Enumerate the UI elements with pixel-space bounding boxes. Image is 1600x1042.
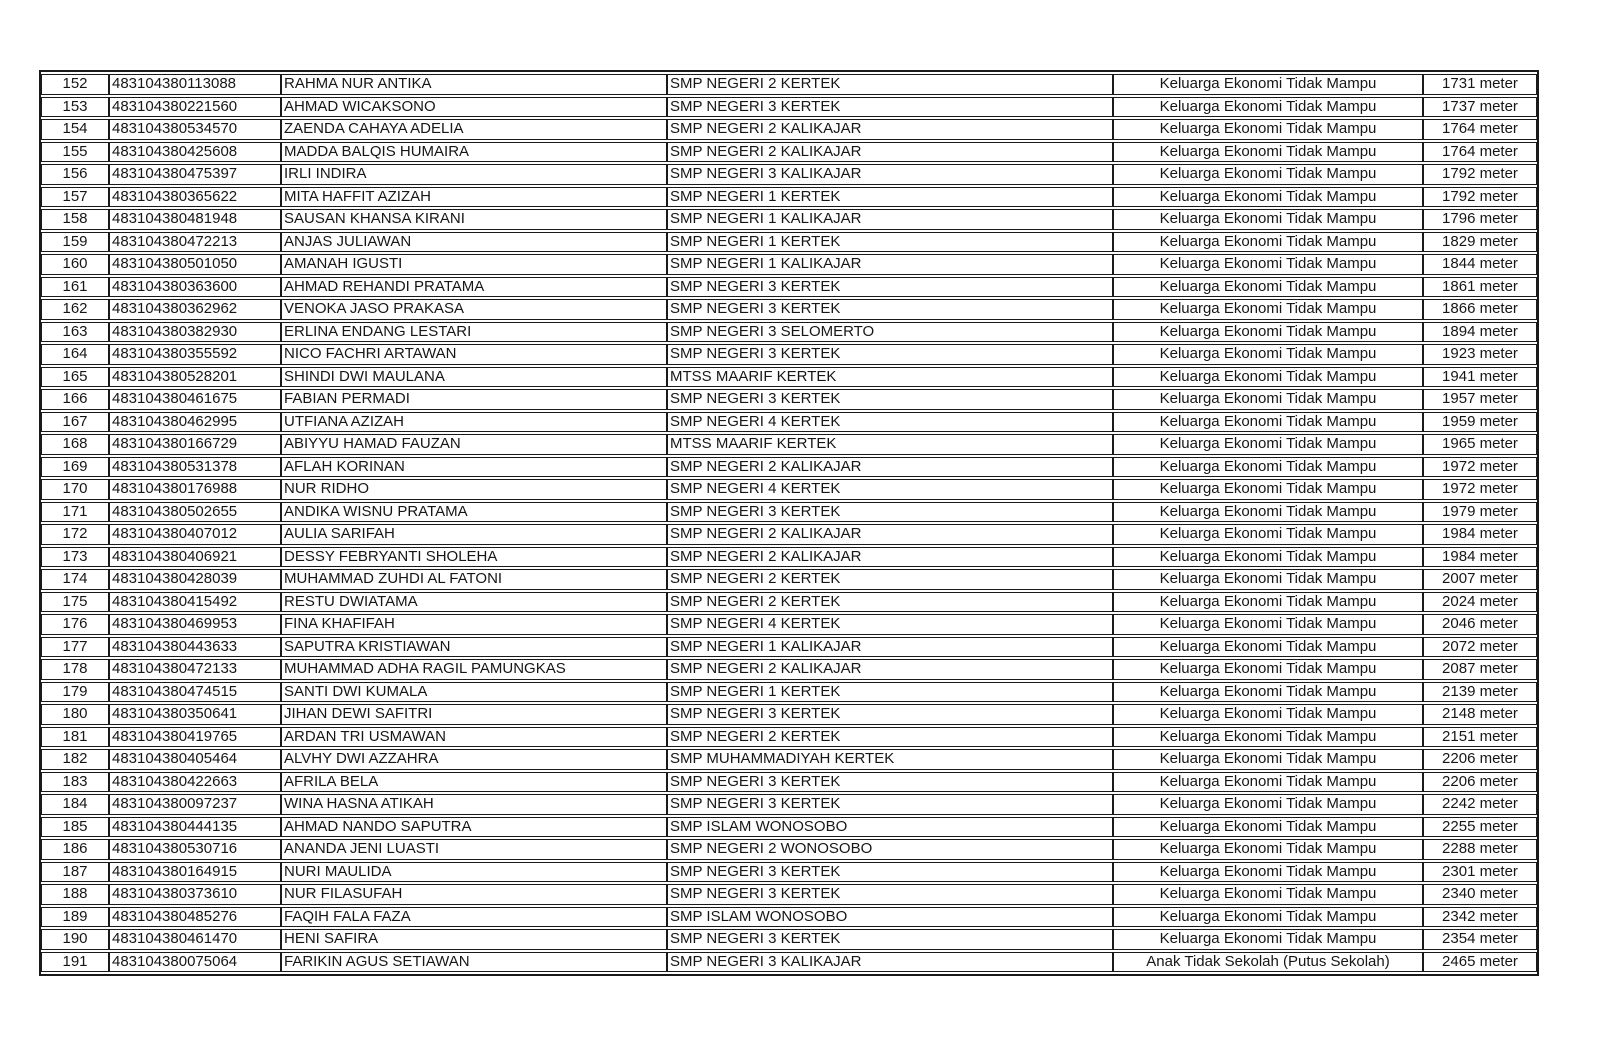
cell-status: Anak Tidak Sekolah (Putus Sekolah) [1113, 952, 1423, 973]
table-row [41, 862, 1537, 883]
cell-distance: 1764 meter [1423, 119, 1537, 140]
cell-distance: 1731 meter [1423, 74, 1537, 95]
cell-id: 483104380422663 [109, 772, 281, 793]
cell-school: SMP NEGERI 1 KALIKAJAR [667, 209, 1113, 230]
cell-name: MUHAMMAD ADHA RAGIL PAMUNGKAS [281, 659, 667, 680]
cell-no: 191 [41, 952, 109, 973]
cell-id: 483104380530716 [109, 839, 281, 860]
cell-id: 483104380075064 [109, 952, 281, 973]
cell-distance: 1959 meter [1423, 412, 1537, 433]
cell-school: SMP NEGERI 2 KALIKAJAR [667, 659, 1113, 680]
cell-status: Keluarga Ekonomi Tidak Mampu [1113, 884, 1423, 905]
cell-distance: 2301 meter [1423, 862, 1537, 883]
cell-school: SMP MUHAMMADIYAH KERTEK [667, 749, 1113, 770]
table-row [41, 637, 1537, 658]
cell-school: SMP NEGERI 2 KERTEK [667, 727, 1113, 748]
table-row [41, 547, 1537, 568]
cell-status: Keluarga Ekonomi Tidak Mampu [1113, 164, 1423, 185]
cell-id: 483104380462995 [109, 412, 281, 433]
table-row [41, 389, 1537, 410]
cell-school: SMP NEGERI 3 KALIKAJAR [667, 164, 1113, 185]
cell-no: 172 [41, 524, 109, 545]
cell-no: 188 [41, 884, 109, 905]
cell-school: SMP NEGERI 3 KERTEK [667, 277, 1113, 298]
cell-id: 483104380428039 [109, 569, 281, 590]
cell-name: WINA HASNA ATIKAH [281, 794, 667, 815]
cell-distance: 2139 meter [1423, 682, 1537, 703]
cell-status: Keluarga Ekonomi Tidak Mampu [1113, 367, 1423, 388]
cell-id: 483104380531378 [109, 457, 281, 478]
cell-status: Keluarga Ekonomi Tidak Mampu [1113, 232, 1423, 253]
cell-name: ALVHY DWI AZZAHRA [281, 749, 667, 770]
cell-distance: 1764 meter [1423, 142, 1537, 163]
cell-school: MTSS MAARIF KERTEK [667, 434, 1113, 455]
cell-status: Keluarga Ekonomi Tidak Mampu [1113, 187, 1423, 208]
cell-distance: 1984 meter [1423, 547, 1537, 568]
cell-distance: 2242 meter [1423, 794, 1537, 815]
cell-school: SMP NEGERI 1 KALIKAJAR [667, 637, 1113, 658]
cell-distance: 1792 meter [1423, 164, 1537, 185]
cell-distance: 1829 meter [1423, 232, 1537, 253]
cell-name: ANDIKA WISNU PRATAMA [281, 502, 667, 523]
cell-school: SMP NEGERI 3 KERTEK [667, 772, 1113, 793]
student-table-body [41, 74, 1537, 972]
table-row [41, 524, 1537, 545]
table-row [41, 119, 1537, 140]
cell-name: ANJAS JULIAWAN [281, 232, 667, 253]
cell-id: 483104380485276 [109, 907, 281, 928]
cell-school: SMP NEGERI 3 KERTEK [667, 502, 1113, 523]
table-row [41, 277, 1537, 298]
table-row [41, 187, 1537, 208]
cell-id: 483104380407012 [109, 524, 281, 545]
cell-school: SMP NEGERI 3 KALIKAJAR [667, 952, 1113, 973]
table-row [41, 772, 1537, 793]
table-row [41, 232, 1537, 253]
cell-no: 170 [41, 479, 109, 500]
cell-distance: 2087 meter [1423, 659, 1537, 680]
cell-no: 153 [41, 97, 109, 118]
cell-id: 483104380425608 [109, 142, 281, 163]
cell-name: SHINDI DWI MAULANA [281, 367, 667, 388]
cell-no: 185 [41, 817, 109, 838]
cell-name: RAHMA NUR ANTIKA [281, 74, 667, 95]
cell-distance: 2288 meter [1423, 839, 1537, 860]
cell-status: Keluarga Ekonomi Tidak Mampu [1113, 727, 1423, 748]
cell-status: Keluarga Ekonomi Tidak Mampu [1113, 749, 1423, 770]
cell-no: 180 [41, 704, 109, 725]
cell-no: 182 [41, 749, 109, 770]
cell-school: SMP ISLAM WONOSOBO [667, 907, 1113, 928]
cell-status: Keluarga Ekonomi Tidak Mampu [1113, 299, 1423, 320]
cell-name: FAQIH FALA FAZA [281, 907, 667, 928]
cell-school: SMP ISLAM WONOSOBO [667, 817, 1113, 838]
cell-no: 175 [41, 592, 109, 613]
cell-id: 483104380472133 [109, 659, 281, 680]
table-row [41, 142, 1537, 163]
table-row [41, 344, 1537, 365]
cell-no: 161 [41, 277, 109, 298]
cell-no: 166 [41, 389, 109, 410]
cell-name: SAPUTRA KRISTIAWAN [281, 637, 667, 658]
cell-name: MITA HAFFIT AZIZAH [281, 187, 667, 208]
cell-distance: 2354 meter [1423, 929, 1537, 950]
cell-id: 483104380502655 [109, 502, 281, 523]
cell-status: Keluarga Ekonomi Tidak Mampu [1113, 659, 1423, 680]
cell-distance: 1866 meter [1423, 299, 1537, 320]
cell-school: SMP NEGERI 3 SELOMERTO [667, 322, 1113, 343]
cell-school: SMP NEGERI 2 KALIKAJAR [667, 119, 1113, 140]
cell-id: 483104380528201 [109, 367, 281, 388]
cell-school: SMP NEGERI 2 KALIKAJAR [667, 547, 1113, 568]
cell-status: Keluarga Ekonomi Tidak Mampu [1113, 929, 1423, 950]
cell-status: Keluarga Ekonomi Tidak Mampu [1113, 344, 1423, 365]
cell-name: FINA KHAFIFAH [281, 614, 667, 635]
cell-name: MUHAMMAD ZUHDI AL FATONI [281, 569, 667, 590]
cell-distance: 1737 meter [1423, 97, 1537, 118]
cell-school: SMP NEGERI 3 KERTEK [667, 794, 1113, 815]
cell-no: 173 [41, 547, 109, 568]
cell-status: Keluarga Ekonomi Tidak Mampu [1113, 907, 1423, 928]
cell-distance: 2007 meter [1423, 569, 1537, 590]
table-row [41, 794, 1537, 815]
table-row [41, 569, 1537, 590]
cell-no: 190 [41, 929, 109, 950]
cell-status: Keluarga Ekonomi Tidak Mampu [1113, 569, 1423, 590]
cell-no: 184 [41, 794, 109, 815]
cell-name: VENOKA JASO PRAKASA [281, 299, 667, 320]
cell-name: SANTI DWI KUMALA [281, 682, 667, 703]
cell-no: 167 [41, 412, 109, 433]
cell-no: 171 [41, 502, 109, 523]
cell-id: 483104380113088 [109, 74, 281, 95]
cell-name: AHMAD REHANDI PRATAMA [281, 277, 667, 298]
table-row [41, 682, 1537, 703]
table-row [41, 74, 1537, 95]
cell-name: AULIA SARIFAH [281, 524, 667, 545]
cell-no: 177 [41, 637, 109, 658]
table-row [41, 749, 1537, 770]
cell-school: SMP NEGERI 4 KERTEK [667, 614, 1113, 635]
cell-name: IRLI INDIRA [281, 164, 667, 185]
cell-distance: 1979 meter [1423, 502, 1537, 523]
table-row [41, 209, 1537, 230]
cell-no: 158 [41, 209, 109, 230]
cell-name: ZAENDA CAHAYA ADELIA [281, 119, 667, 140]
cell-id: 483104380221560 [109, 97, 281, 118]
cell-no: 187 [41, 862, 109, 883]
cell-name: FARIKIN AGUS SETIAWAN [281, 952, 667, 973]
cell-name: FABIAN PERMADI [281, 389, 667, 410]
cell-no: 156 [41, 164, 109, 185]
cell-distance: 2046 meter [1423, 614, 1537, 635]
cell-id: 483104380405464 [109, 749, 281, 770]
cell-distance: 2151 meter [1423, 727, 1537, 748]
table-row [41, 952, 1537, 973]
cell-name: MADDA BALQIS HUMAIRA [281, 142, 667, 163]
cell-distance: 2024 meter [1423, 592, 1537, 613]
cell-school: SMP NEGERI 2 KALIKAJAR [667, 457, 1113, 478]
table-row [41, 502, 1537, 523]
cell-name: ARDAN TRI USMAWAN [281, 727, 667, 748]
table-row [41, 727, 1537, 748]
cell-id: 483104380355592 [109, 344, 281, 365]
cell-status: Keluarga Ekonomi Tidak Mampu [1113, 614, 1423, 635]
cell-name: UTFIANA AZIZAH [281, 412, 667, 433]
cell-school: SMP NEGERI 3 KERTEK [667, 704, 1113, 725]
table-row [41, 322, 1537, 343]
cell-school: SMP NEGERI 2 KALIKAJAR [667, 524, 1113, 545]
table-row [41, 839, 1537, 860]
cell-status: Keluarga Ekonomi Tidak Mampu [1113, 434, 1423, 455]
table-row [41, 412, 1537, 433]
cell-school: SMP NEGERI 1 KALIKAJAR [667, 254, 1113, 275]
table-row [41, 434, 1537, 455]
cell-id: 483104380472213 [109, 232, 281, 253]
cell-status: Keluarga Ekonomi Tidak Mampu [1113, 592, 1423, 613]
cell-id: 483104380534570 [109, 119, 281, 140]
cell-school: SMP NEGERI 2 KERTEK [667, 592, 1113, 613]
cell-no: 183 [41, 772, 109, 793]
cell-status: Keluarga Ekonomi Tidak Mampu [1113, 277, 1423, 298]
cell-school: SMP NEGERI 3 KERTEK [667, 884, 1113, 905]
cell-distance: 1984 meter [1423, 524, 1537, 545]
cell-status: Keluarga Ekonomi Tidak Mampu [1113, 389, 1423, 410]
cell-distance: 2206 meter [1423, 772, 1537, 793]
cell-no: 163 [41, 322, 109, 343]
cell-id: 483104380481948 [109, 209, 281, 230]
cell-school: SMP NEGERI 2 KALIKAJAR [667, 142, 1113, 163]
cell-distance: 1792 meter [1423, 187, 1537, 208]
cell-status: Keluarga Ekonomi Tidak Mampu [1113, 682, 1423, 703]
cell-no: 169 [41, 457, 109, 478]
cell-name: AHMAD WICAKSONO [281, 97, 667, 118]
cell-status: Keluarga Ekonomi Tidak Mampu [1113, 637, 1423, 658]
table-row [41, 817, 1537, 838]
cell-id: 483104380419765 [109, 727, 281, 748]
cell-distance: 2148 meter [1423, 704, 1537, 725]
table-row [41, 929, 1537, 950]
cell-distance: 1894 meter [1423, 322, 1537, 343]
table-row [41, 479, 1537, 500]
cell-school: SMP NEGERI 1 KERTEK [667, 682, 1113, 703]
cell-no: 174 [41, 569, 109, 590]
cell-id: 483104380461675 [109, 389, 281, 410]
cell-no: 154 [41, 119, 109, 140]
cell-id: 483104380350641 [109, 704, 281, 725]
cell-distance: 1941 meter [1423, 367, 1537, 388]
cell-name: NUR RIDHO [281, 479, 667, 500]
cell-no: 168 [41, 434, 109, 455]
table-row [41, 659, 1537, 680]
cell-id: 483104380415492 [109, 592, 281, 613]
cell-distance: 2342 meter [1423, 907, 1537, 928]
cell-school: SMP NEGERI 3 KERTEK [667, 862, 1113, 883]
cell-no: 152 [41, 74, 109, 95]
cell-status: Keluarga Ekonomi Tidak Mampu [1113, 524, 1423, 545]
cell-status: Keluarga Ekonomi Tidak Mampu [1113, 97, 1423, 118]
cell-no: 178 [41, 659, 109, 680]
cell-school: SMP NEGERI 4 KERTEK [667, 479, 1113, 500]
cell-status: Keluarga Ekonomi Tidak Mampu [1113, 457, 1423, 478]
cell-name: ABIYYU HAMAD FAUZAN [281, 434, 667, 455]
cell-school: SMP NEGERI 1 KERTEK [667, 187, 1113, 208]
cell-distance: 1972 meter [1423, 479, 1537, 500]
cell-status: Keluarga Ekonomi Tidak Mampu [1113, 322, 1423, 343]
cell-name: ANANDA JENI LUASTI [281, 839, 667, 860]
cell-school: SMP NEGERI 3 KERTEK [667, 389, 1113, 410]
cell-no: 189 [41, 907, 109, 928]
cell-name: JIHAN DEWI SAFITRI [281, 704, 667, 725]
cell-distance: 1861 meter [1423, 277, 1537, 298]
cell-distance: 2072 meter [1423, 637, 1537, 658]
cell-distance: 1923 meter [1423, 344, 1537, 365]
cell-school: SMP NEGERI 3 KERTEK [667, 97, 1113, 118]
cell-status: Keluarga Ekonomi Tidak Mampu [1113, 142, 1423, 163]
table-row [41, 97, 1537, 118]
cell-status: Keluarga Ekonomi Tidak Mampu [1113, 772, 1423, 793]
cell-school: SMP NEGERI 2 KERTEK [667, 569, 1113, 590]
table-row [41, 614, 1537, 635]
cell-id: 483104380365622 [109, 187, 281, 208]
cell-id: 483104380406921 [109, 547, 281, 568]
cell-status: Keluarga Ekonomi Tidak Mampu [1113, 817, 1423, 838]
cell-status: Keluarga Ekonomi Tidak Mampu [1113, 794, 1423, 815]
cell-name: NICO FACHRI ARTAWAN [281, 344, 667, 365]
cell-id: 483104380097237 [109, 794, 281, 815]
cell-school: MTSS MAARIF KERTEK [667, 367, 1113, 388]
cell-status: Keluarga Ekonomi Tidak Mampu [1113, 119, 1423, 140]
table-row [41, 367, 1537, 388]
cell-no: 186 [41, 839, 109, 860]
cell-no: 176 [41, 614, 109, 635]
cell-status: Keluarga Ekonomi Tidak Mampu [1113, 704, 1423, 725]
cell-no: 179 [41, 682, 109, 703]
cell-id: 483104380469953 [109, 614, 281, 635]
cell-name: NUR FILASUFAH [281, 884, 667, 905]
cell-name: AFLAH KORINAN [281, 457, 667, 478]
cell-no: 162 [41, 299, 109, 320]
cell-status: Keluarga Ekonomi Tidak Mampu [1113, 479, 1423, 500]
cell-school: SMP NEGERI 2 WONOSOBO [667, 839, 1113, 860]
cell-distance: 1972 meter [1423, 457, 1537, 478]
cell-distance: 2465 meter [1423, 952, 1537, 973]
cell-id: 483104380474515 [109, 682, 281, 703]
cell-name: HENI SAFIRA [281, 929, 667, 950]
table-row [41, 299, 1537, 320]
cell-school: SMP NEGERI 4 KERTEK [667, 412, 1113, 433]
table-row [41, 704, 1537, 725]
cell-distance: 1965 meter [1423, 434, 1537, 455]
cell-id: 483104380443633 [109, 637, 281, 658]
cell-status: Keluarga Ekonomi Tidak Mampu [1113, 502, 1423, 523]
cell-name: AHMAD NANDO SAPUTRA [281, 817, 667, 838]
cell-name: AMANAH IGUSTI [281, 254, 667, 275]
cell-no: 165 [41, 367, 109, 388]
cell-distance: 1844 meter [1423, 254, 1537, 275]
cell-distance: 1796 meter [1423, 209, 1537, 230]
cell-name: AFRILA BELA [281, 772, 667, 793]
table-row [41, 254, 1537, 275]
cell-no: 164 [41, 344, 109, 365]
cell-school: SMP NEGERI 1 KERTEK [667, 232, 1113, 253]
student-distance-table [39, 70, 1539, 976]
cell-id: 483104380164915 [109, 862, 281, 883]
cell-id: 483104380363600 [109, 277, 281, 298]
cell-status: Keluarga Ekonomi Tidak Mampu [1113, 254, 1423, 275]
table-row [41, 884, 1537, 905]
cell-distance: 2255 meter [1423, 817, 1537, 838]
cell-no: 160 [41, 254, 109, 275]
cell-id: 483104380501050 [109, 254, 281, 275]
table-row [41, 164, 1537, 185]
cell-name: RESTU DWIATAMA [281, 592, 667, 613]
cell-status: Keluarga Ekonomi Tidak Mampu [1113, 839, 1423, 860]
cell-name: DESSY FEBRYANTI SHOLEHA [281, 547, 667, 568]
cell-status: Keluarga Ekonomi Tidak Mampu [1113, 862, 1423, 883]
cell-no: 159 [41, 232, 109, 253]
cell-status: Keluarga Ekonomi Tidak Mampu [1113, 412, 1423, 433]
cell-school: SMP NEGERI 3 KERTEK [667, 929, 1113, 950]
cell-id: 483104380373610 [109, 884, 281, 905]
cell-id: 483104380461470 [109, 929, 281, 950]
cell-no: 181 [41, 727, 109, 748]
cell-distance: 1957 meter [1423, 389, 1537, 410]
table-row [41, 457, 1537, 478]
cell-name: NURI MAULIDA [281, 862, 667, 883]
cell-no: 157 [41, 187, 109, 208]
cell-id: 483104380444135 [109, 817, 281, 838]
cell-status: Keluarga Ekonomi Tidak Mampu [1113, 74, 1423, 95]
cell-id: 483104380166729 [109, 434, 281, 455]
cell-school: SMP NEGERI 3 KERTEK [667, 344, 1113, 365]
cell-name: SAUSAN KHANSA KIRANI [281, 209, 667, 230]
table-row [41, 907, 1537, 928]
cell-status: Keluarga Ekonomi Tidak Mampu [1113, 547, 1423, 568]
cell-status: Keluarga Ekonomi Tidak Mampu [1113, 209, 1423, 230]
cell-school: SMP NEGERI 3 KERTEK [667, 299, 1113, 320]
cell-name: ERLINA ENDANG LESTARI [281, 322, 667, 343]
cell-distance: 2340 meter [1423, 884, 1537, 905]
cell-distance: 2206 meter [1423, 749, 1537, 770]
cell-id: 483104380382930 [109, 322, 281, 343]
cell-id: 483104380475397 [109, 164, 281, 185]
cell-no: 155 [41, 142, 109, 163]
cell-school: SMP NEGERI 2 KERTEK [667, 74, 1113, 95]
table-row [41, 592, 1537, 613]
cell-id: 483104380362962 [109, 299, 281, 320]
cell-id: 483104380176988 [109, 479, 281, 500]
